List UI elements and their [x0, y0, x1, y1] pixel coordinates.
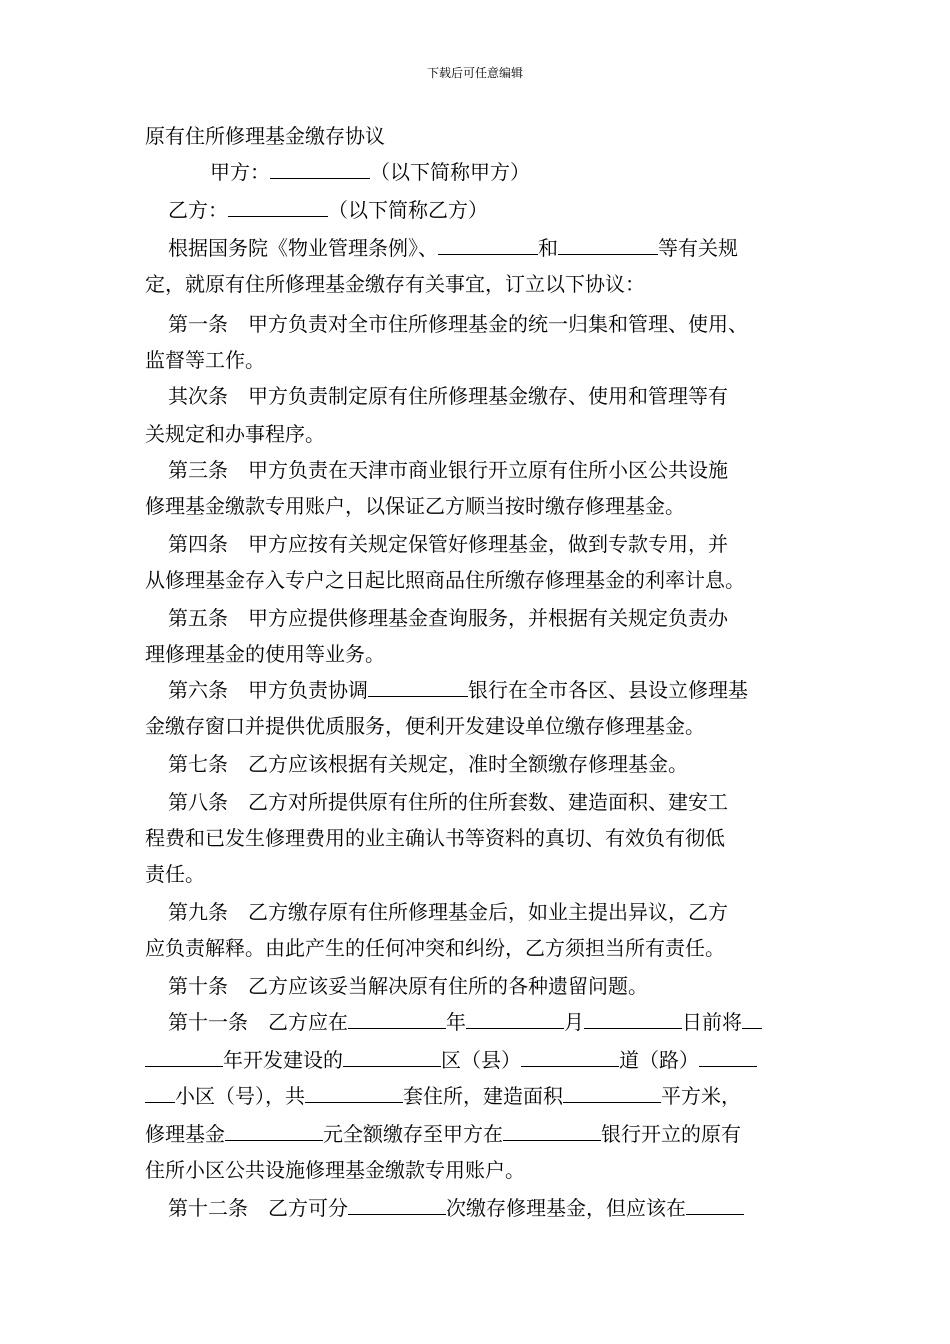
party-a-line — [210, 158, 530, 186]
article-2 — [168, 382, 728, 410]
line-text: 责任。 — [145, 862, 205, 886]
line-text: 套住所，建造面积 — [403, 1084, 563, 1108]
line-text: 理修理基金的使用等业务。 — [145, 642, 385, 666]
line-text: 等有关规 — [658, 236, 738, 260]
paragraph-line — [145, 270, 645, 298]
paragraph-line — [145, 824, 725, 852]
line-text: 程费和已发生修理费用的业主确认书等资料的真切、有效负有彻低 — [145, 826, 725, 850]
article-4 — [168, 530, 728, 558]
fill-blank[interactable] — [563, 1084, 661, 1103]
line-text: 监督等工作。 — [145, 348, 265, 372]
line-text: 银行在全市各区、县设立修理基 — [468, 678, 748, 702]
paragraph-line — [145, 1046, 757, 1074]
article-5 — [168, 604, 728, 632]
party-b-blank[interactable] — [228, 198, 328, 217]
fill-blank[interactable] — [348, 1196, 446, 1215]
fill-blank[interactable] — [348, 1010, 446, 1029]
paragraph-line — [145, 934, 725, 962]
fill-blank[interactable] — [225, 1122, 323, 1141]
line-text: 区（县） — [441, 1048, 521, 1072]
line-text: 平方米， — [661, 1084, 741, 1108]
paragraph-line — [168, 234, 738, 262]
article-8 — [168, 788, 728, 816]
article-6 — [168, 676, 748, 704]
line-text: 第十条 乙方应该妥当解决原有住所的各种遗留问题。 — [168, 974, 648, 998]
line-text: 第八条 乙方对所提供原有住所的住所套数、建造面积、建安工 — [168, 790, 728, 814]
fill-blank[interactable] — [466, 1010, 564, 1029]
line-text: 应负责解释。由此产生的任何冲突和纠纷，乙方须担当所有责任。 — [145, 936, 725, 960]
line-text: 第十二条 乙方可分 — [168, 1196, 348, 1220]
line-text: 金缴存窗口并提供优质服务，便利开发建设单位缴存修理基金。 — [145, 714, 705, 738]
line-text: 第九条 乙方缴存原有住所修理基金后，如业主提出异议，乙方 — [168, 900, 728, 924]
paragraph-line — [145, 566, 745, 594]
line-text: 第三条 甲方负责在天津市商业银行开立原有住所小区公共设施 — [168, 458, 728, 482]
line-text: 修理基金 — [145, 1122, 225, 1146]
line-text: 第十一条 乙方应在 — [168, 1010, 348, 1034]
line-text: 第四条 甲方应按有关规定保管好修理基金，做到专款专用，并 — [168, 532, 728, 556]
line-text: 日前将 — [682, 1010, 742, 1034]
line-text: 银行开立的原有 — [601, 1122, 741, 1146]
line-text: 月 — [564, 1010, 584, 1034]
party-a-suffix: （以下简称甲方） — [370, 160, 530, 184]
line-text: 年开发建设的 — [223, 1048, 343, 1072]
line-text: 第六条 甲方负责协调 — [168, 678, 368, 702]
line-text: 其次条 甲方负责制定原有住所修理基金缴存、使用和管理等有 — [168, 384, 728, 408]
paragraph-line — [145, 860, 205, 888]
line-text: 第七条 乙方应该根据有关规定，准时全额缴存修理基金。 — [168, 752, 688, 776]
article-1 — [168, 310, 748, 338]
fill-blank[interactable] — [145, 1084, 175, 1103]
article-11 — [168, 1008, 762, 1036]
line-text: 第五条 甲方应提供修理基金查询服务，并根据有关规定负责办 — [168, 606, 728, 630]
line-text: 修理基金缴款专用账户，以保证乙方顺当按时缴存修理基金。 — [145, 494, 685, 518]
fill-blank[interactable] — [699, 1048, 757, 1067]
paragraph-line — [145, 1082, 741, 1110]
fill-blank[interactable] — [521, 1048, 619, 1067]
paragraph-line — [145, 492, 685, 520]
line-text: 小区（号），共 — [175, 1084, 305, 1108]
line-text: 道（路） — [619, 1048, 699, 1072]
fill-blank[interactable] — [305, 1084, 403, 1103]
fill-blank[interactable] — [584, 1010, 682, 1029]
fill-blank[interactable] — [558, 236, 658, 255]
line-text: 定，就原有住所修理基金缴存有关事宜，订立以下协议： — [145, 272, 645, 296]
fill-blank[interactable] — [368, 678, 468, 697]
paragraph-line — [145, 1156, 525, 1184]
fill-blank[interactable] — [145, 1048, 223, 1067]
paragraph-line — [145, 712, 705, 740]
line-text: 关规定和办事程序。 — [145, 422, 325, 446]
fill-blank[interactable] — [686, 1196, 744, 1215]
fill-blank[interactable] — [343, 1048, 441, 1067]
line-text: 元全额缴存至甲方在 — [323, 1122, 503, 1146]
article-7 — [168, 750, 688, 778]
line-text: 年 — [446, 1010, 466, 1034]
paragraph-line — [145, 420, 325, 448]
paragraph-line — [145, 640, 385, 668]
document-title: 原有住所修理基金缴存协议 — [145, 124, 385, 148]
article-12 — [168, 1194, 744, 1222]
line-text: 第一条 甲方负责对全市住所修理基金的统一归集和管理、使用、 — [168, 312, 748, 336]
fill-blank[interactable] — [742, 1010, 762, 1029]
paragraph-line — [145, 346, 265, 374]
article-9 — [168, 898, 728, 926]
line-text: 从修理基金存入专户之日起比照商品住所缴存修理基金的利率计息。 — [145, 568, 745, 592]
line-text: 和 — [538, 236, 558, 260]
party-a-blank[interactable] — [270, 160, 370, 179]
article-10 — [168, 972, 648, 1000]
fill-blank[interactable] — [503, 1122, 601, 1141]
page-header: 下载后可任意编辑 — [426, 66, 523, 80]
line-text: 根据国务院《物业管理条例》、 — [168, 236, 438, 260]
fill-blank[interactable] — [438, 236, 538, 255]
party-b-suffix: （以下简称乙方） — [328, 198, 488, 222]
line-text: 次缴存修理基金，但应该在 — [446, 1196, 686, 1220]
line-text: 住所小区公共设施修理基金缴款专用账户。 — [145, 1158, 525, 1182]
party-a-label: 甲方： — [210, 160, 270, 184]
paragraph-line — [145, 1120, 741, 1148]
article-3 — [168, 456, 728, 484]
party-b-label: 乙方： — [168, 198, 228, 222]
party-b-line — [168, 196, 488, 224]
